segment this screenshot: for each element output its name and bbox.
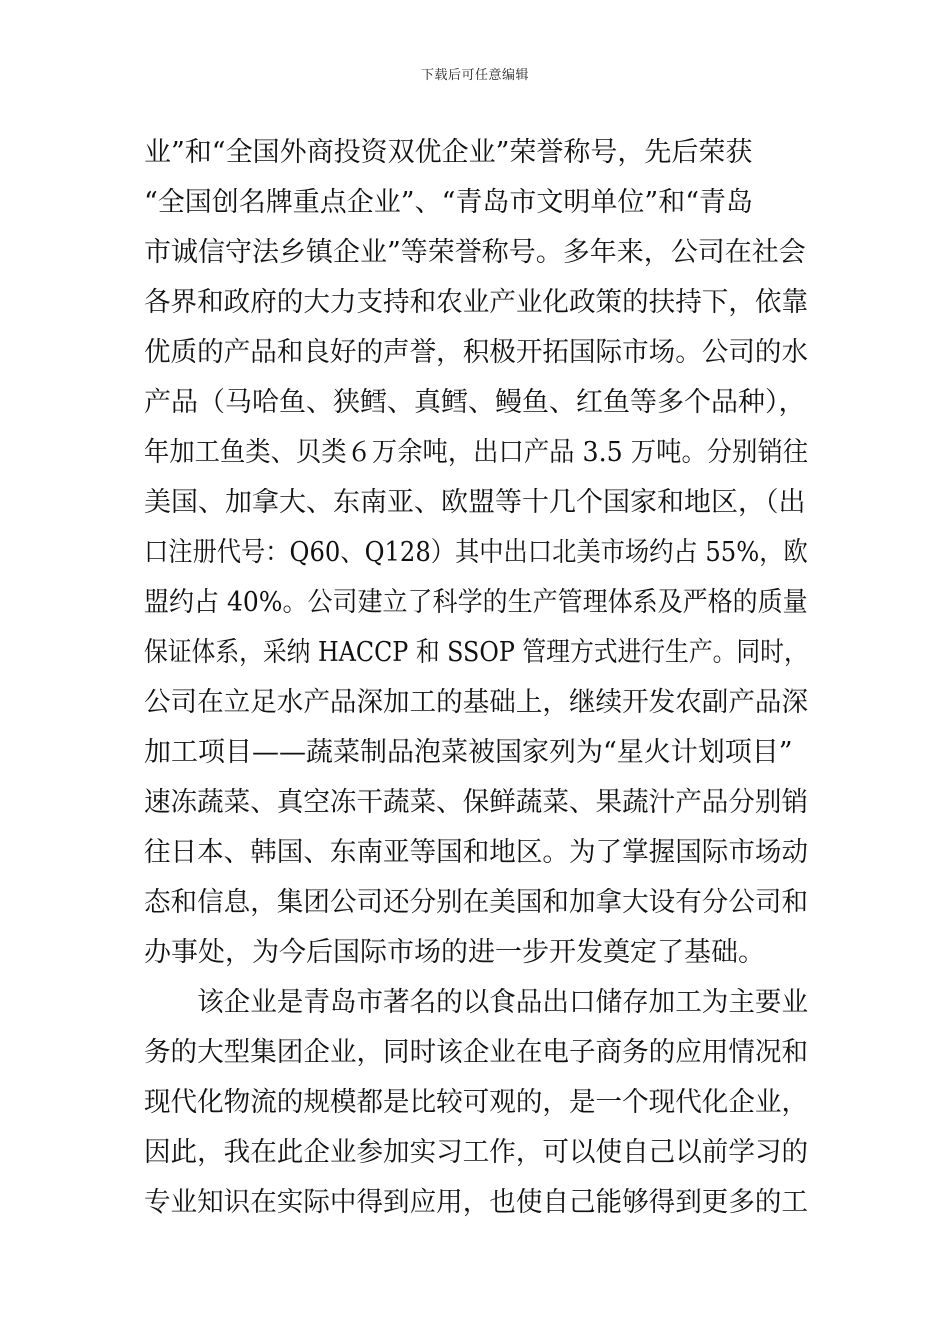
text-line: 态和信息，集团公司还分别在美国和加拿大设有分公司和 (144, 887, 808, 918)
text-line: “全国创名牌重点企业”、“青岛市文明单位”和“青岛 (144, 187, 754, 218)
text-line: 专业知识在实际中得到应用，也使自己能够得到更多的工 (144, 1187, 808, 1218)
page-header: 下载后可任意编辑 (420, 68, 529, 83)
text-line: 因此，我在此企业参加实习工作，可以使自己以前学习的 (144, 1137, 808, 1168)
paragraph-internship-reason (144, 978, 808, 1228)
text-line: 业”和“全国外商投资双优企业”荣誉称号，先后荣获 (144, 137, 753, 168)
text-line: 办事处，为今后国际市场的进一步开发奠定了基础。 (144, 937, 765, 968)
text-line: 盟约占 40%。公司建立了科学的生产管理体系及严格的质量 (144, 587, 808, 618)
text-line: 优质的产品和良好的声誉，积极开拓国际市场。公司的水 (144, 337, 808, 368)
text-line: 保证体系，采纳 HACCP 和 SSOP 管理方式进行生产。同时， (144, 637, 808, 668)
text-line: 年加工鱼类、贝类６万余吨，出口产品 3.5 万吨。分别销往 (144, 437, 809, 468)
text-line: 速冻蔬菜、真空冻干蔬菜、保鲜蔬菜、果蔬汁产品分别销 (144, 787, 808, 818)
paragraph-company-overview (144, 128, 808, 978)
text-line: 美国、加拿大、东南亚、欧盟等十几个国家和地区，（出 (144, 487, 806, 518)
text-line: 市诚信守法乡镇企业”等荣誉称号。多年来，公司在社会 (144, 237, 806, 268)
text-line: 该企业是青岛市著名的以食品出口储存加工为主要业 (144, 987, 808, 1018)
text-line: 加工项目——蔬菜制品泡菜被国家列为“星火计划项目” (144, 737, 793, 768)
text-line: 务的大型集团企业，同时该企业在电子商务的应用情况和 (144, 1037, 808, 1068)
text-line: 往日本、韩国、东南亚等国和地区。为了掌握国际市场动 (144, 837, 808, 868)
text-line: 公司在立足水产品深加工的基础上，继续开发农副产品深 (144, 687, 808, 718)
text-line: 各界和政府的大力支持和农业产业化政策的扶持下，依靠 (144, 287, 808, 318)
document-body (144, 128, 808, 1228)
text-line: 口注册代号：Q60、Q128）其中出口北美市场约占 55%，欧 (144, 537, 808, 568)
text-line: 产品（马哈鱼、狭鳕、真鳕、鳗鱼、红鱼等多个品种）， (144, 387, 806, 418)
text-line: 现代化物流的规模都是比较可观的，是一个现代化企业， (144, 1087, 808, 1118)
